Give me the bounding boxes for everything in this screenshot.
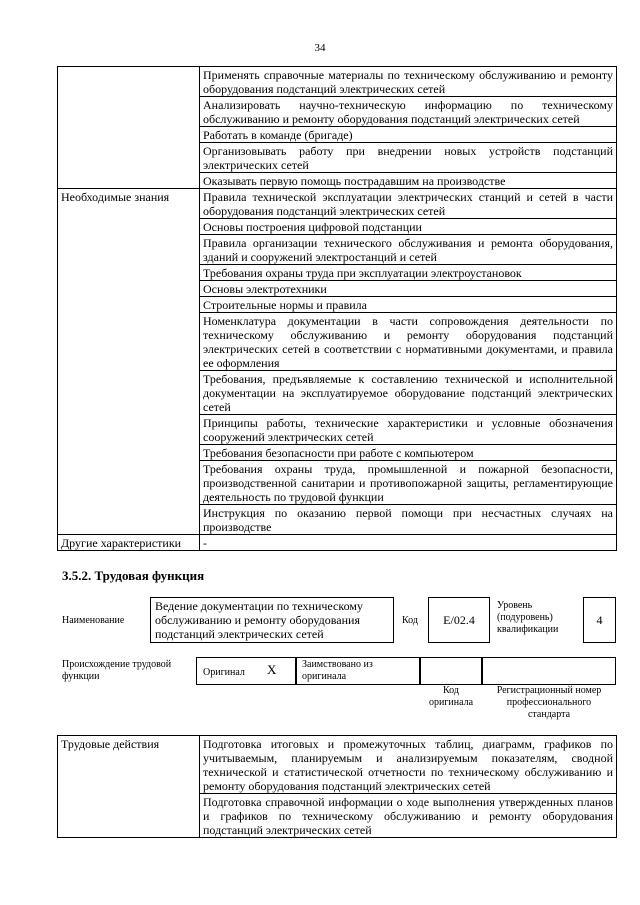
function-code-box: E/02.4: [428, 597, 490, 643]
level-label: Уровень (подуровень) квалификации: [497, 600, 559, 635]
action-item: Подготовка справочной информации о ходе выполнения утвержденных планов и графиков по техническому обслуживанию и ремонту оборудования подстанций электрических сетей: [200, 794, 617, 838]
original-box: [196, 657, 296, 685]
original-label: Оригинал: [203, 667, 245, 678]
skill-item: Работать в команде (бригаде): [200, 127, 617, 143]
function-name-box: Ведение документации по техническому обслуживанию и ремонту оборудования подстанций электрических сетей: [150, 597, 394, 643]
knowledge-item: Номенклатура документации в части сопровождения деятельности по техническому обслуживанию и ремонту оборудования подстанций электрических сетей в соответствии с нормативными документами, и правила ее оформления: [200, 313, 617, 371]
page-number: 34: [314, 42, 326, 54]
skill-item: Организовывать работу при внедрении новых устройств подстанций электрических сетей: [200, 143, 617, 173]
registration-caption: Регистрационный номер профессионального стандарта: [496, 685, 602, 720]
knowledge-item: Требования безопасности при работе с компьютером: [200, 445, 617, 461]
knowledge-item: Принципы работы, технические характеристики и условные обозначения сооружений электрических сетей: [200, 415, 617, 445]
characteristics-table: [57, 66, 617, 551]
skill-item: Применять справочные материалы по техническому обслуживанию и ремонту оборудования подстанций электрических сетей: [200, 67, 617, 97]
table-row: [58, 736, 617, 794]
registration-number-box: [482, 657, 616, 685]
knowledge-item: Основы построения цифровой подстанции: [200, 219, 617, 235]
level-value-box: 4: [583, 597, 616, 643]
other-value: -: [200, 535, 617, 551]
name-label: Наименование: [62, 615, 125, 626]
table-row: [58, 67, 617, 97]
knowledge-item: Строительные нормы и правила: [200, 297, 617, 313]
skill-item: Анализировать научно-техническую информацию по техническому обслуживанию и ремонту оборудования подстанций электрических сетей: [200, 97, 617, 127]
original-code-box: [420, 657, 482, 685]
actions-table: [57, 735, 617, 838]
knowledge-item: Требования охраны труда при эксплуатации электроустановок: [200, 265, 617, 281]
knowledge-item: Требования, предъявляемые к составлению технической и исполнительной документации на эксплуатируемое оборудование подстанций электрических сетей: [200, 371, 617, 415]
table-row: [58, 189, 617, 219]
skill-item: Оказывать первую помощь пострадавшим на производстве: [200, 173, 617, 189]
original-code-caption: Код оригинала: [428, 685, 474, 708]
borrowed-label: Заимствовано из оригинала: [302, 659, 373, 682]
knowledge-label: Необходимые знания: [58, 189, 200, 535]
knowledge-item: Правила технической эксплуатации электрических станций и сетей в части оборудования подстанций электрических сетей: [200, 189, 617, 219]
skills-label-cell: [58, 67, 200, 189]
original-mark: X: [267, 662, 277, 677]
actions-label: Трудовые действия: [58, 736, 200, 838]
borrowed-box: [296, 657, 420, 685]
knowledge-item: Инструкция по оказанию первой помощи при несчастных случаях на производстве: [200, 505, 617, 535]
action-item: Подготовка итоговых и промежуточных таблиц, диаграмм, графиков по учитываемым, планируемым и анализируемым показателям, сводной технической и статистической отчетности по техническому обслуживанию и ремонту оборудования подстанций электрических сетей: [200, 736, 617, 794]
code-label: Код: [402, 615, 418, 626]
table-row: [58, 535, 617, 551]
knowledge-item: Правила организации технического обслуживания и ремонта оборудования, зданий и сооружений электростанций и сетей: [200, 235, 617, 265]
knowledge-item: Основы электротехники: [200, 281, 617, 297]
section-title: 3.5.2. Трудовая функция: [62, 568, 205, 583]
origin-label: Происхождение трудовой функции: [62, 659, 172, 682]
knowledge-item: Требования охраны труда, промышленной и пожарной безопасности, производственной санитарии и противопожарной защиты, регламентирующие деятельность по трудовой функции: [200, 461, 617, 505]
other-label: Другие характеристики: [58, 535, 200, 551]
